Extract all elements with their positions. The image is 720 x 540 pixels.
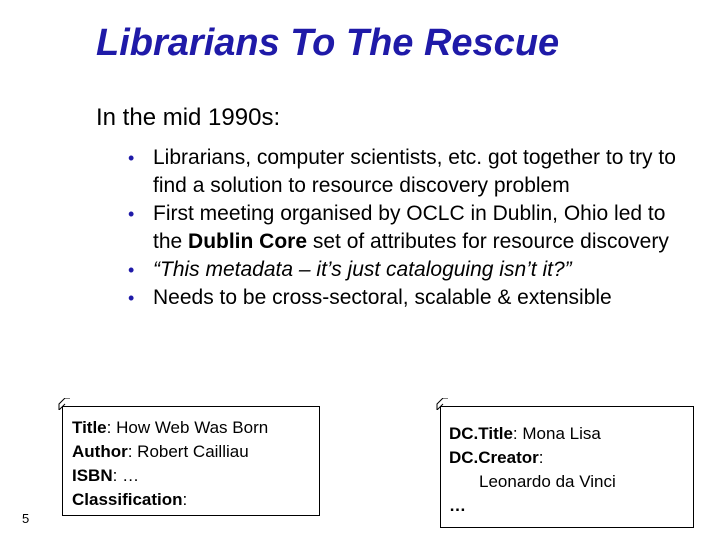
bullet-text: Needs to be cross-sectoral, scalable & extensible — [153, 286, 612, 309]
bullet-quote: “This metadata – it’s just cataloguing isn’t it?” — [153, 258, 572, 281]
dublin-core-term: Dublin Core — [188, 230, 308, 253]
bullet-icon: • — [128, 204, 135, 224]
field-value: : How Web Was Born — [106, 418, 269, 437]
field-label: DC.Creator — [449, 448, 539, 467]
bullet-text: Librarians, computer scientists, etc. got together to try to find a solution to resource discovery problem — [153, 146, 676, 197]
field-value: : Mona Lisa — [512, 424, 601, 443]
field-label: DC.Title — [449, 424, 513, 443]
field-value: : … — [112, 466, 140, 485]
bullet-text — [153, 202, 669, 253]
catalogue-card-content — [72, 416, 268, 512]
card-row — [449, 422, 616, 446]
bullet-item — [128, 200, 688, 256]
bullet-text-part: set of attributes for resource discovery — [307, 230, 669, 253]
card-row — [449, 446, 616, 470]
field-label: Title — [72, 418, 107, 437]
slide-title: Librarians To The Rescue — [96, 22, 560, 64]
bullet-item — [128, 144, 688, 200]
card-row — [72, 440, 268, 464]
field-value: : — [182, 490, 188, 509]
card-row — [72, 416, 268, 440]
intro-text: In the mid 1990s: — [96, 104, 281, 131]
creator-value: Leonardo da Vinci — [479, 472, 616, 491]
field-value: : Robert Cailliau — [127, 442, 249, 461]
card-row — [72, 464, 268, 488]
bullet-list — [128, 144, 688, 312]
ellipsis: … — [449, 496, 466, 515]
bullet-item — [128, 284, 688, 312]
card-row — [72, 488, 268, 512]
field-label: Classification — [72, 490, 183, 509]
bullet-icon: • — [128, 260, 135, 280]
dublin-core-card — [440, 406, 694, 528]
bullet-icon: • — [128, 288, 135, 308]
bullet-text-part: First meeting organised by OCLC in Dublin, Ohio led to the — [153, 202, 666, 253]
page-number: 5 — [22, 511, 30, 526]
field-value: : — [538, 448, 544, 467]
catalogue-card — [62, 406, 320, 516]
field-label: Author — [72, 442, 128, 461]
bullet-icon: • — [128, 148, 135, 168]
dublin-core-card-content — [449, 422, 616, 518]
field-label: ISBN — [72, 466, 113, 485]
bullet-item — [128, 256, 688, 284]
